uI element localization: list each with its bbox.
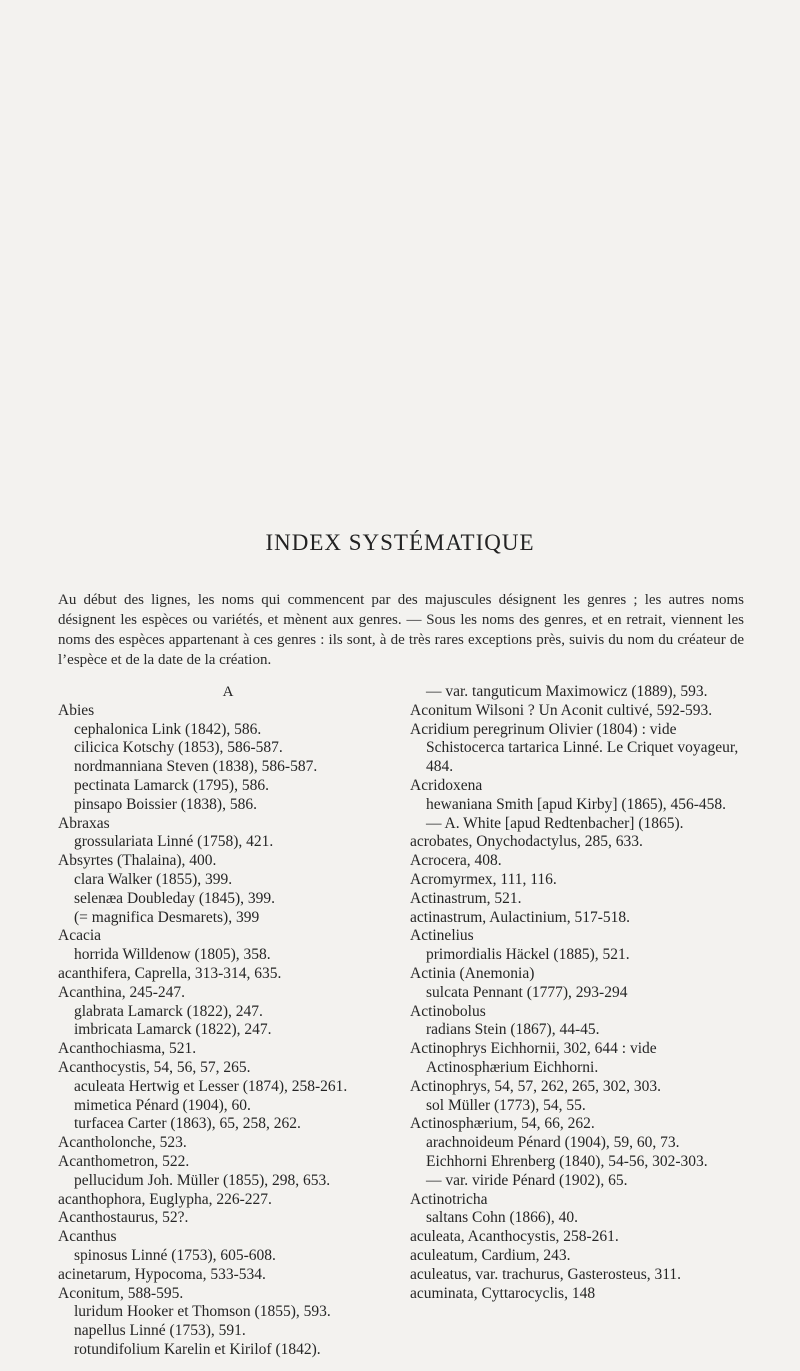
index-entry-genus: Actinobolus: [410, 1002, 486, 1020]
index-entry-species: rotundifolium Karelin et Kirilof (1842).: [74, 1340, 321, 1358]
index-entry-genus: actinastrum, Aulactinium, 517-518.: [410, 908, 630, 926]
index-entry-genus: Acanthostaurus, 52?.: [58, 1209, 189, 1227]
index-entry-species: sol Müller (1773), 54, 55.: [426, 1096, 586, 1114]
index-entry-genus: Abraxas: [58, 814, 110, 832]
index-entry-genus: acanthophora, Euglypha, 226-227.: [58, 1190, 272, 1208]
index-entry-species: spinosus Linné (1753), 605-608.: [74, 1246, 276, 1264]
index-entry-genus: Actinelius: [410, 927, 474, 945]
index-entry-species: mimetica Pénard (1904), 60.: [74, 1096, 251, 1114]
index-entry-genus: Aconitum, 588-595.: [58, 1284, 184, 1302]
index-entry-species: napellus Linné (1753), 591.: [74, 1322, 246, 1340]
index-entry-species: hewaniana Smith [apud Kirby] (1865), 456-458.: [426, 795, 727, 813]
index-entry-genus: aculeatus, var. trachurus, Gasterosteus, 311.: [410, 1265, 682, 1283]
index-entry-species: sulcata Pennant (1777), 293-294: [426, 983, 628, 1001]
index-entry-species: — var. tanguticum Maximowicz (1889), 593.: [426, 683, 708, 700]
index-entry-genus: Actinastrum, 521.: [410, 889, 522, 907]
index-entry-species: nordmanniana Steven (1838), 586-587.: [74, 758, 318, 776]
index-entry-species: primordialis Häckel (1885), 521.: [426, 946, 630, 964]
index-entry-genus: Acanthus: [58, 1228, 117, 1246]
index-entry-genus: Acanthometron, 522.: [58, 1152, 190, 1170]
index-entry-genus: Acacia: [58, 927, 102, 945]
index-entry-genus: acuminata, Cyttarocyclis, 148: [410, 1284, 596, 1302]
index-entry-species: imbricata Lamarck (1822), 247.: [74, 1021, 272, 1039]
index-entry-genus: aculeata, Acanthocystis, 258-261.: [410, 1228, 619, 1246]
index-entry-genus: Actinophrys Eichhornii, 302, 644 : vide Actinosphærium Eichhorni.: [410, 1040, 657, 1076]
index-entry-genus: Acromyrmex, 111, 116.: [410, 870, 557, 888]
index-entry-species: cephalonica Link (1842), 586.: [74, 720, 262, 738]
index-entry-species: turfacea Carter (1863), 65, 258, 262.: [74, 1115, 301, 1133]
index-entry-genus: Absyrtes (Thalaina), 400.: [58, 852, 217, 870]
index-entry-species: horrida Willdenow (1805), 358.: [74, 946, 271, 964]
index-entry-genus: Acanthochiasma, 521.: [58, 1040, 197, 1058]
index-entry-genus: Acanthocystis, 54, 56, 57, 265.: [58, 1058, 251, 1076]
index-entry-species: grossulariata Linné (1758), 421.: [74, 833, 274, 851]
index-entry-species: (= magnifica Desmarets), 399: [74, 908, 260, 926]
index-entry-species: saltans Cohn (1866), 40.: [426, 1209, 578, 1227]
section-letter: A: [222, 684, 234, 700]
index-entry-genus: Aconitum Wilsoni ? Un Aconit cultivé, 592-593.: [410, 701, 713, 719]
left-column: [58, 683, 398, 1360]
index-entry-genus: Acridium peregrinum Olivier (1804) : vide Schistocerca tartarica Linné. Le Criquet voyageur, 484.: [410, 720, 739, 776]
index-entry-genus: aculeatum, Cardium, 243.: [410, 1246, 571, 1264]
index-entry-species: Eichhorni Ehrenberg (1840), 54-56, 302-303.: [426, 1152, 708, 1170]
index-entry-genus: acanthifera, Caprella, 313-314, 635.: [58, 964, 282, 982]
index-entry-genus: Actinophrys, 54, 57, 262, 265, 302, 303.: [410, 1077, 662, 1095]
index-entry-species: luridum Hooker et Thomson (1855), 593.: [74, 1303, 331, 1321]
page-title: INDEX SYSTÉMATIQUE: [265, 530, 535, 555]
index-entry-genus: acinetarum, Hypocoma, 533-534.: [58, 1265, 266, 1283]
index-entry-species: arachnoideum Pénard (1904), 59, 60, 73.: [426, 1134, 680, 1152]
index-entry-species: — A. White [apud Redtenbacher] (1865).: [426, 814, 684, 832]
index-entry-species: glabrata Lamarck (1822), 247.: [74, 1002, 263, 1020]
index-entry-genus: Actinotricha: [410, 1190, 488, 1208]
index-entry-species: pinsapo Boissier (1838), 586.: [74, 795, 257, 813]
index-entry-genus: Acanthina, 245-247.: [58, 983, 185, 1001]
index-entry-genus: Acantholonche, 523.: [58, 1134, 187, 1152]
index-entry-genus: acrobates, Onychodactylus, 285, 633.: [410, 833, 643, 851]
index-entry-species: aculeata Hertwig et Lesser (1874), 258-261.: [74, 1077, 348, 1095]
index-entry-genus: Acridoxena: [410, 776, 483, 794]
index-entry-species: pectinata Lamarck (1795), 586.: [74, 776, 269, 794]
index-entry-genus: Actinosphærium, 54, 66, 262.: [410, 1115, 595, 1133]
index-entry-genus: Abies: [58, 701, 95, 719]
index-entry-species: pellucidum Joh. Müller (1855), 298, 653.: [74, 1171, 331, 1189]
index-entry-species: — var. viride Pénard (1902), 65.: [426, 1171, 628, 1189]
intro-paragraph: Au début des lignes, les noms qui commencent par des majuscules désignent les genres ; les autres noms désignent les espèces ou variétés, et mènent aux genres. — Sous les noms des genres, et en retrait, viennent les noms des espèces appartenant à ces genres : ils sont, à de très rares exceptions près, suivis du nom du créateur de l’espèce et de la date de la création.: [58, 592, 744, 668]
index-entry-species: clara Walker (1855), 399.: [74, 870, 233, 888]
index-entry-species: cilicica Kotschy (1853), 586-587.: [74, 739, 283, 757]
index-entry-genus: Acrocera, 408.: [410, 852, 502, 870]
right-column: [410, 683, 750, 1303]
index-entry-species: selenæa Doubleday (1845), 399.: [74, 889, 276, 907]
index-entry-genus: Actinia (Anemonia): [410, 964, 535, 982]
index-entry-species: radians Stein (1867), 44-45.: [426, 1021, 600, 1039]
